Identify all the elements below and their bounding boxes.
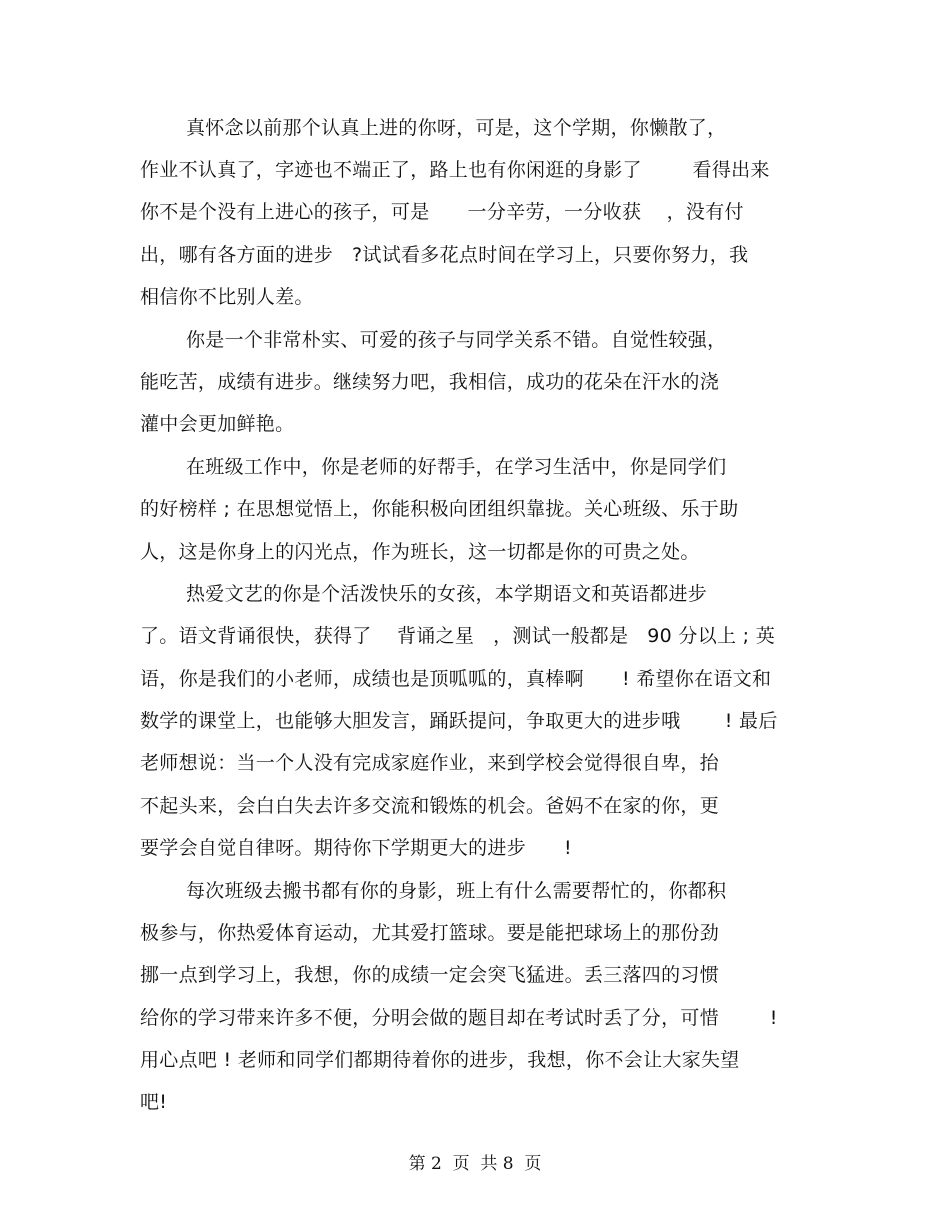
paragraph-1-line-3: 你不是个没有上进心的孩子，可是 一分辛劳，一分收获 ，没有付 (140, 201, 744, 223)
paragraph-4-line-6: 不起头来，会白白失去许多交流和锻炼的机会。爸妈不在家的你，更 (140, 795, 720, 817)
paragraph-4-line-1: 热爱文艺的你是个活泼快乐的女孩，本学期语文和英语都进步 (186, 583, 708, 605)
paragraph-5-line-5: 用心点吧 ! 老师和同学们都期待着你的进步，我想，你不会让大家失望 (140, 1049, 740, 1071)
paragraph-2-line-3: 灌中会更加鲜艳。 (140, 413, 295, 435)
paragraph-1-line-1: 真怀念以前那个认真上进的你呀，可是，这个学期，你懒散了， (186, 117, 727, 139)
paragraph-3-line-3: 人，这是你身上的闪光点，作为班长，这一切都是你的可贵之处。 (140, 541, 700, 563)
paragraph-1-line-4: 出，哪有各方面的进步 ?试试看多花点时间在学习上，只要你努力，我 (140, 244, 749, 266)
page-footer: 第 2 页 共 8 页 (408, 1154, 542, 1174)
paragraph-5-line-1: 每次班级去搬书都有你的身影，班上有什么需要帮忙的，你都积 (186, 880, 727, 902)
paragraph-4-line-2: 了。语文背诵很快，获得了 背诵之星 ，测试一般都是 90 分以上 ; 英 (140, 625, 775, 647)
paragraph-2-line-1: 你是一个非常朴实、可爱的孩子与同学关系不错。自觉性较强， (186, 329, 727, 351)
paragraph-5-line-3: 挪一点到学习上，我想，你的成绩一定会突飞猛进。丢三落四的习惯 (140, 964, 720, 986)
paragraph-2-line-2: 能吃苦，成绩有进步。继续努力吧，我相信，成功的花朵在汗水的浇 (140, 371, 720, 393)
paragraph-4-line-5: 老师想说：当一个人没有完成家庭作业，来到学校会觉得很自卑，抬 (140, 752, 720, 774)
paragraph-5-line-2: 极参与，你热爱体育运动，尤其爱打篮球。要是能把球场上的那份劲 (140, 922, 720, 944)
paragraph-4-line-7: 要学会自觉自律呀。期待你下学期更大的进步 ! (140, 837, 572, 859)
paragraph-4-line-4: 数学的课堂上，也能够大胆发言，踊跃提问，争取更大的进步哦 ! 最后 (140, 710, 778, 732)
paragraph-1-line-5: 相信你不比别人差。 (140, 286, 314, 308)
paragraph-3-line-2: 的好榜样 ; 在思想觉悟上，你能积极向团组织靠拢。关心班级、乐于助 (140, 498, 739, 520)
paragraph-5-line-4: 给你的学习带来许多不便，分明会做的题目却在考试时丢了分，可惜 ! (140, 1007, 778, 1029)
paragraph-5-line-6: 吧! (140, 1091, 168, 1113)
paragraph-3-line-1: 在班级工作中，你是老师的好帮手，在学习生活中，你是同学们 (186, 456, 727, 478)
paragraph-1-line-2: 作业不认真了，字迹也不端正了，路上也有你闲逛的身影了 看得出来 (140, 159, 770, 181)
paragraph-4-line-3: 语，你是我们的小老师，成绩也是顶呱呱的，真棒啊 ! 希望你在语文和 (140, 668, 772, 690)
